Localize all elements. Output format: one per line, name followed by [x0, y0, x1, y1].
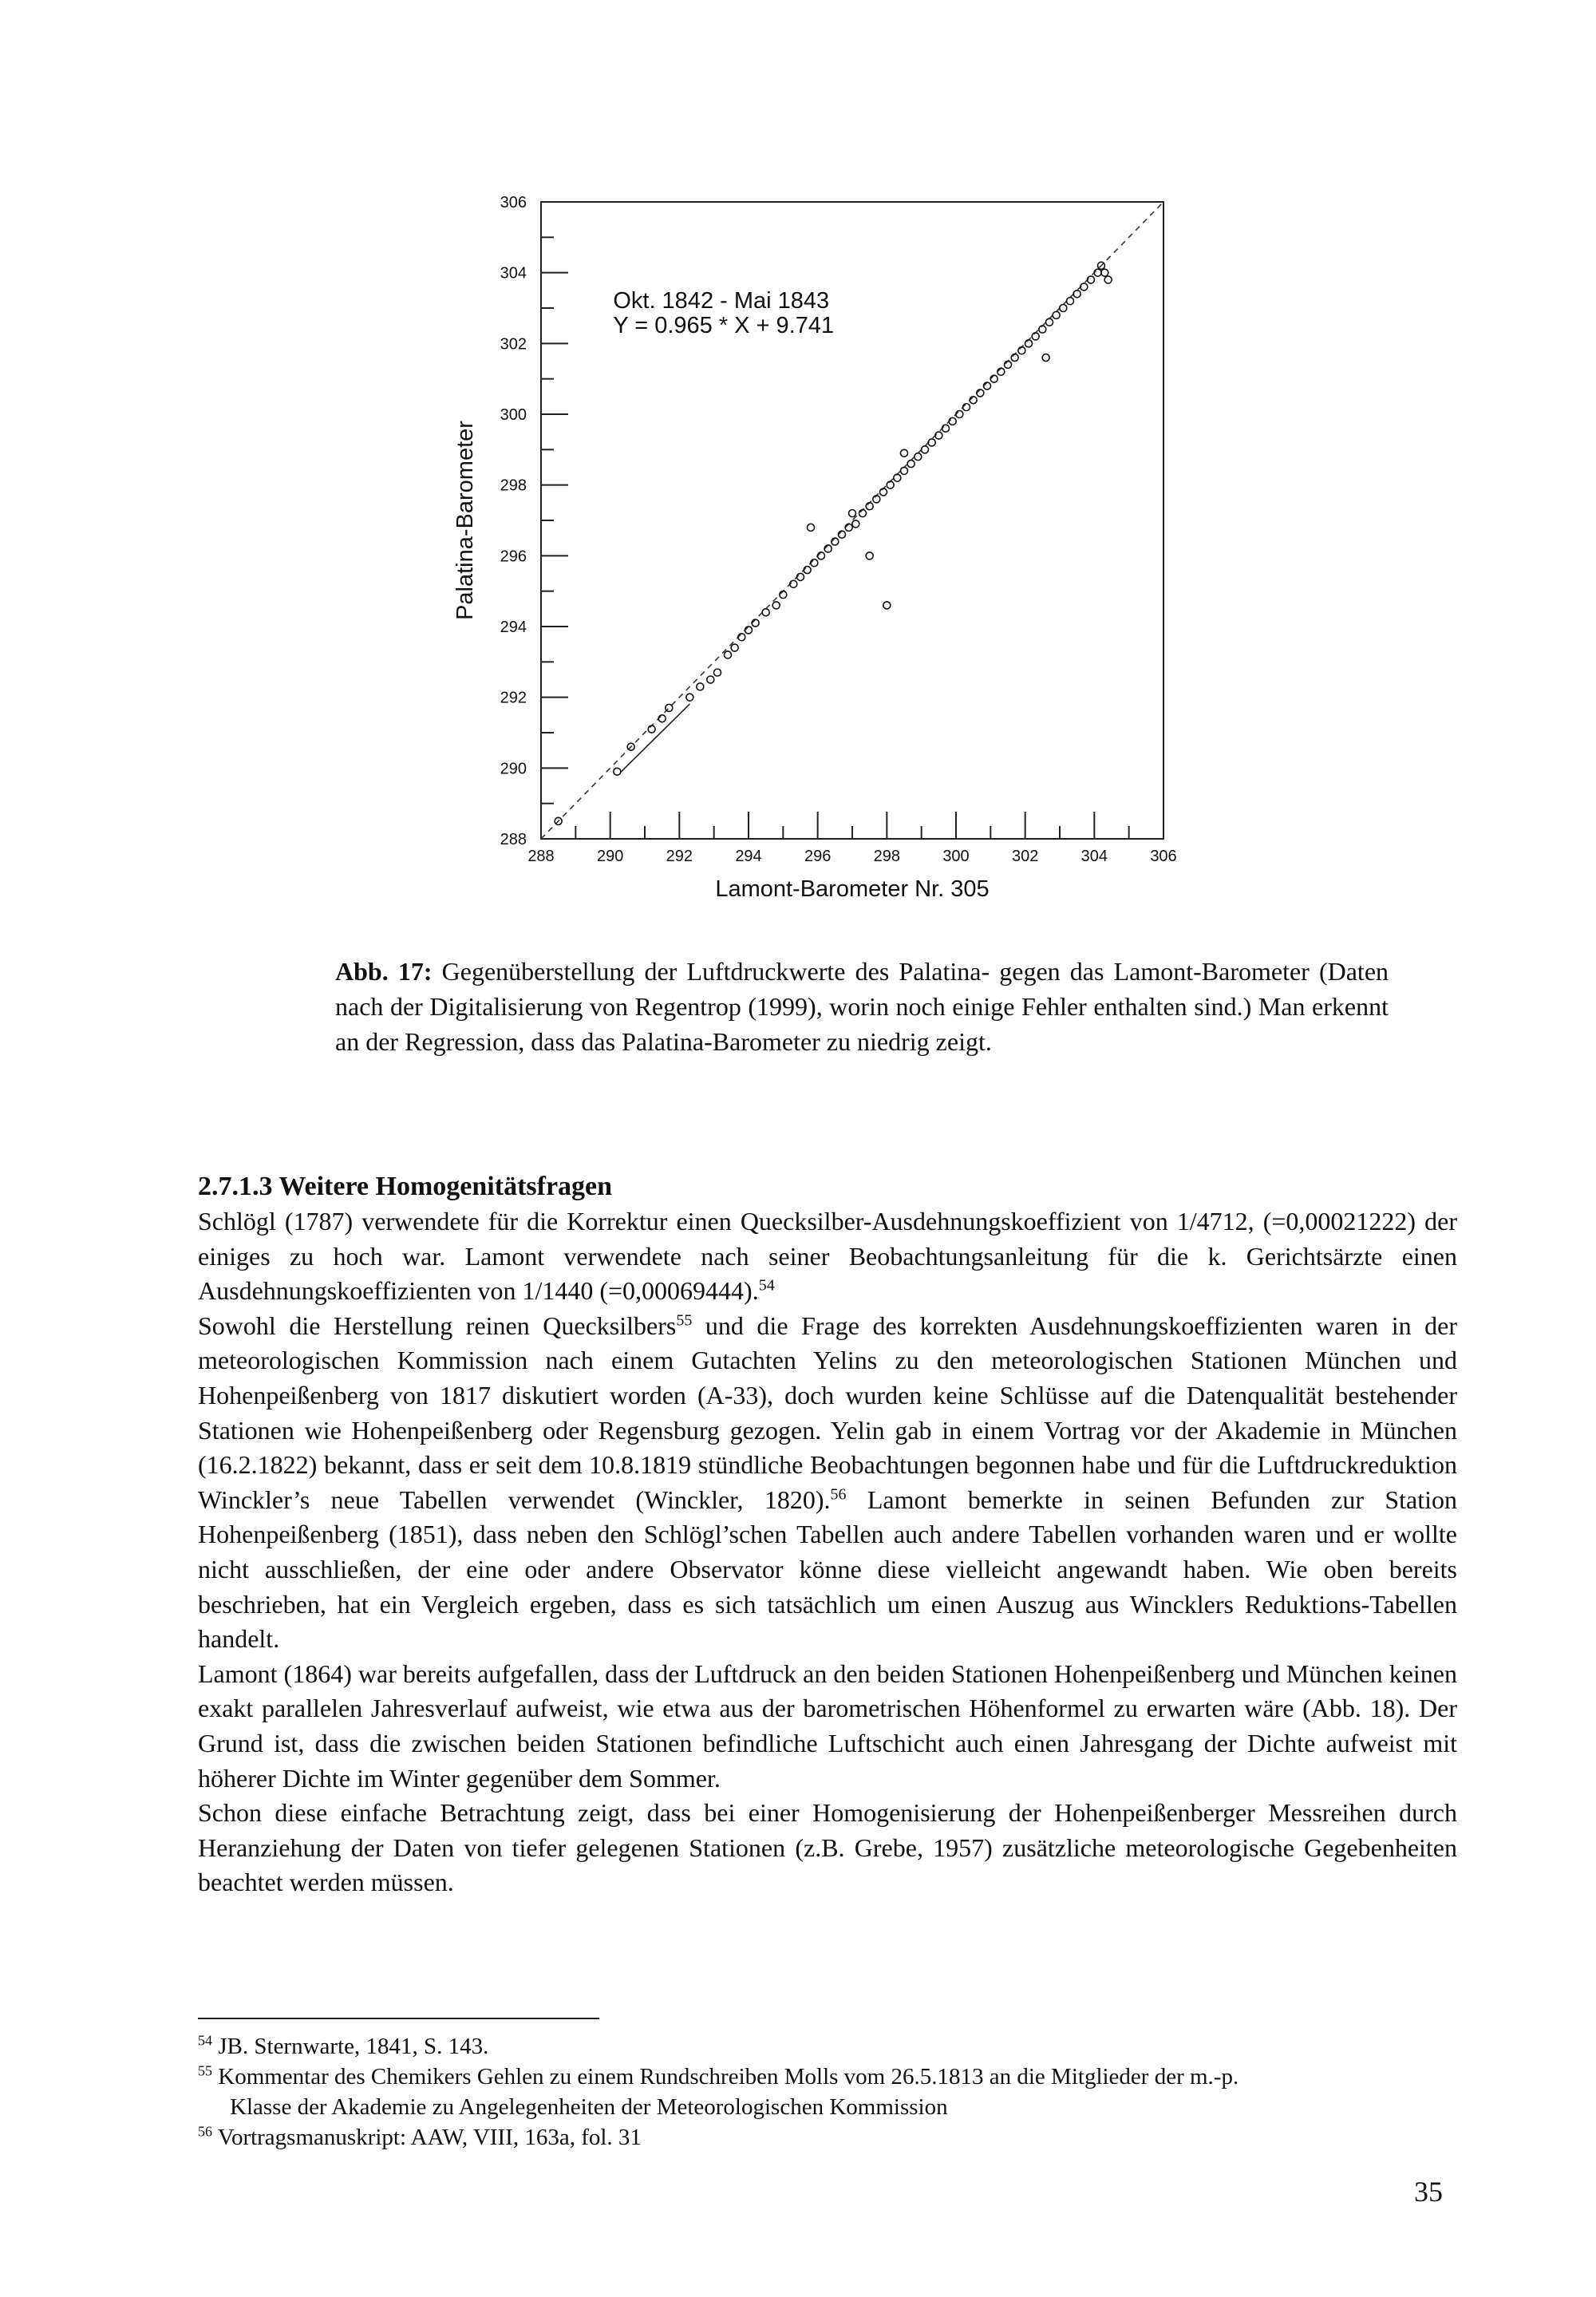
data-point [845, 524, 852, 531]
data-point [977, 389, 984, 397]
data-point [1042, 354, 1049, 362]
footnote-text: Vortragsmanuskript: AAW, VIII, 163a, fol. 31 [217, 2125, 642, 2150]
paragraph-3: Lamont (1864) war bereits aufgefallen, dass der Luftdruck an den beiden Stationen Hohenpeißenberg und München keinen exakt parallelen Jahresverlauf aufweist, wie etwa aus der barometrischen Höhenformel zu erwarten wäre (Abb. 18). Der Grund ist, dass die zwischen beiden Stationen befindliche Luftschicht auch einen Jahresgang der Dichte aufweist mit höherer Dichte im Winter gegenüber dem Sommer. [198, 1659, 1457, 1793]
data-point [1011, 354, 1018, 362]
y-tick-label: 304 [500, 264, 527, 283]
y-tick-label: 290 [500, 760, 527, 778]
x-tick-label: 298 [873, 848, 901, 865]
x-axis-label: Lamont-Barometer Nr. 305 [715, 876, 990, 902]
y-tick-label: 302 [500, 335, 527, 354]
y-tick-label: 298 [500, 476, 527, 495]
paragraph-2-text-a: Sowohl die Herstellung reinen Quecksilbers [198, 1311, 677, 1340]
data-point [824, 545, 832, 552]
data-point [714, 669, 721, 676]
footnote-divider [198, 2018, 599, 2019]
data-point [866, 503, 873, 510]
data-point [1088, 276, 1095, 283]
caption-label: Abb. 17: [335, 957, 433, 986]
data-point [852, 520, 859, 528]
data-point [804, 567, 811, 574]
data-point [990, 375, 998, 382]
page-number: 35 [1414, 2176, 1443, 2208]
paragraph-2-text-b: und die Frage des korrekten Ausdehnungskoeffizienten waren in der meteorologischen Kommission nach einem Gutachten Yelins zu den meteorologischen Stationen München und Hohenpeißenberg von 1817 diskutiert worden (A-33), doch wurden keine Schlüsse auf die Datenqualität bestehender Stationen wie Hohenpeißenberg oder Regensburg gezogen. Yelin gab in einem Vortrag vor der Akademie in München (16.2.1822) bekannt, dass er seit dem 10.8.1819 stündliche Beobachtungen begonnen habe und für die Luftdruckreduktion Winckler’s neue Tabellen verwendet (Winckler, 1820). [198, 1311, 1458, 1514]
y-tick-label: 292 [500, 689, 527, 707]
data-point [738, 634, 745, 641]
data-point [963, 404, 970, 411]
footnote-number: 55 [198, 2062, 212, 2079]
footnote-55 [198, 2062, 1457, 2092]
data-point [901, 467, 908, 474]
data-point [873, 496, 880, 503]
data-point [915, 453, 922, 461]
data-point [745, 627, 753, 634]
x-tick-label: 296 [804, 848, 832, 865]
footnote-ref-54[interactable]: 54 [758, 1276, 775, 1295]
data-point [1005, 361, 1012, 368]
data-point [894, 474, 901, 481]
x-tick-label: 302 [1011, 848, 1039, 865]
section-heading: 2.7.1.3 Weitere Homogenitätsfragen [198, 1172, 613, 1201]
footnote-number: 56 [198, 2123, 212, 2140]
footnote-text: Kommentar des Chemikers Gehlen zu einem Rundschreiben Molls vom 26.5.1813 an die Mitglieder der m.-p. [218, 2064, 1239, 2089]
data-point [832, 538, 839, 545]
x-tick-label: 294 [735, 848, 762, 865]
data-point [1101, 269, 1108, 276]
x-tick-label: 288 [527, 848, 555, 865]
data-point [658, 715, 666, 722]
regression-equation: Y = 0.965 * X + 9.741 [613, 313, 835, 339]
data-point [752, 619, 759, 627]
data-point [648, 725, 655, 733]
footnote-56 [198, 2122, 1457, 2153]
data-point [707, 676, 714, 683]
data-point [1039, 326, 1046, 333]
paragraph-2-text-c: Lamont bemerkte in seinen Befunden zur Station Hohenpeißenberg (1851), dass neben den Schlögl’schen Tabellen auch andere Tabellen vorhanden waren und er wollte nicht ausschließen, der eine oder andere Observator könne diese vielleicht angewandt haben. Wie oben bereits beschrieben, hat ein Vergleich ergeben, dass es sich tatsächlich um einen Auszug aus Wincklers Reduktions-Tabellen handelt. [198, 1485, 1458, 1654]
data-point [859, 510, 867, 517]
data-point [725, 651, 732, 658]
scatter-chart [431, 180, 1245, 914]
data-point [762, 609, 769, 616]
y-tick-label: 296 [500, 548, 527, 566]
figure-caption [335, 954, 1389, 1059]
chart-title: Okt. 1842 - Mai 1843 [613, 288, 830, 314]
data-point [1046, 318, 1053, 326]
data-point [790, 580, 797, 587]
y-tick-label: 294 [500, 619, 527, 636]
section-body [198, 1169, 1457, 1900]
caption-text: Gegenüberstellung der Luftdruckwerte des Palatina- gegen das Lamont-Barometer (Daten nach der Digitalisierung von Regentrop (1999), worin noch einige Fehler enthalten sind.) Man erkennt an der Regression, dass das Palatina-Barometer zu niedrig zeigt. [335, 957, 1389, 1056]
footnote-text: JB. Sternwarte, 1841, S. 143. [218, 2034, 489, 2059]
data-point [1018, 347, 1025, 354]
x-tick-label: 292 [666, 848, 693, 865]
y-tick-label: 288 [500, 831, 527, 848]
footnotes [198, 2031, 1457, 2153]
data-point [949, 417, 956, 425]
data-point [935, 432, 942, 439]
data-point [818, 552, 825, 559]
data-point [686, 694, 693, 701]
data-point [780, 591, 787, 599]
data-point [1080, 283, 1088, 291]
footnote-number: 54 [198, 2032, 212, 2049]
data-point [1104, 276, 1112, 283]
data-point [1053, 311, 1060, 318]
data-point [1060, 305, 1067, 312]
data-point [697, 683, 704, 690]
paragraph-1-text: Schlögl (1787) verwendete für die Korrektur einen Quecksilber-Ausdehnungskoeffizient von 1/4712, (=0,00021222) der einiges zu hoch war. Lamont verwendete nach seiner Beobachtungsanleitung für die k. Gerichtsärzte einen Ausdehnungskoeffizienten von 1/1440 (=0,00069444). [198, 1207, 1457, 1306]
x-tick-label: 290 [596, 848, 624, 865]
paragraph-2 [198, 1309, 1457, 1657]
footnote-ref-56[interactable]: 56 [830, 1485, 847, 1504]
data-point [731, 644, 738, 651]
footnote-55-continued: Klasse der Akademie zu Angelegenheiten der Meteorologischen Kommission [230, 2094, 948, 2120]
data-point [1025, 340, 1033, 347]
data-point [883, 602, 891, 609]
data-point [1073, 291, 1080, 298]
data-point [970, 397, 977, 404]
data-point [998, 368, 1005, 375]
data-point [984, 382, 991, 389]
data-point [880, 488, 887, 496]
data-point [1032, 333, 1039, 340]
x-tick-label: 306 [1150, 848, 1177, 865]
y-axis-label: Palatina-Barometer [452, 421, 478, 620]
data-point [956, 411, 963, 418]
paragraph-1 [198, 1204, 1457, 1309]
x-tick-label: 300 [942, 848, 970, 865]
data-point [666, 704, 673, 711]
data-point [772, 602, 780, 609]
data-point [922, 446, 929, 453]
data-point [928, 439, 935, 446]
data-point [942, 425, 950, 432]
x-tick-label: 304 [1080, 848, 1108, 865]
regression-line [621, 704, 690, 773]
y-tick-label: 300 [500, 406, 527, 424]
data-point [1094, 269, 1101, 276]
data-point [839, 531, 846, 538]
footnote-ref-55[interactable]: 55 [676, 1311, 693, 1330]
y-tick-label: 306 [500, 194, 527, 212]
paragraph-4: Schon diese einfache Betrachtung zeigt, dass bei einer Homogenisierung der Hohenpeißenberger Messreihen durch Heranziehung der Daten von tiefer gelegenen Stationen (z.B. Grebe, 1957) zusätzliche meteorologische Gegebenheiten beachtet werden müssen. [198, 1798, 1457, 1897]
footnote-54 [198, 2031, 1457, 2062]
data-point [849, 510, 856, 517]
data-point [797, 573, 804, 580]
data-point [907, 461, 915, 468]
data-point [808, 524, 815, 531]
data-point [614, 768, 621, 775]
data-point [1067, 298, 1074, 305]
data-point [887, 481, 894, 488]
data-point [811, 559, 818, 567]
data-point [901, 449, 908, 457]
scatter-figure [431, 180, 1245, 914]
data-point [866, 552, 873, 559]
